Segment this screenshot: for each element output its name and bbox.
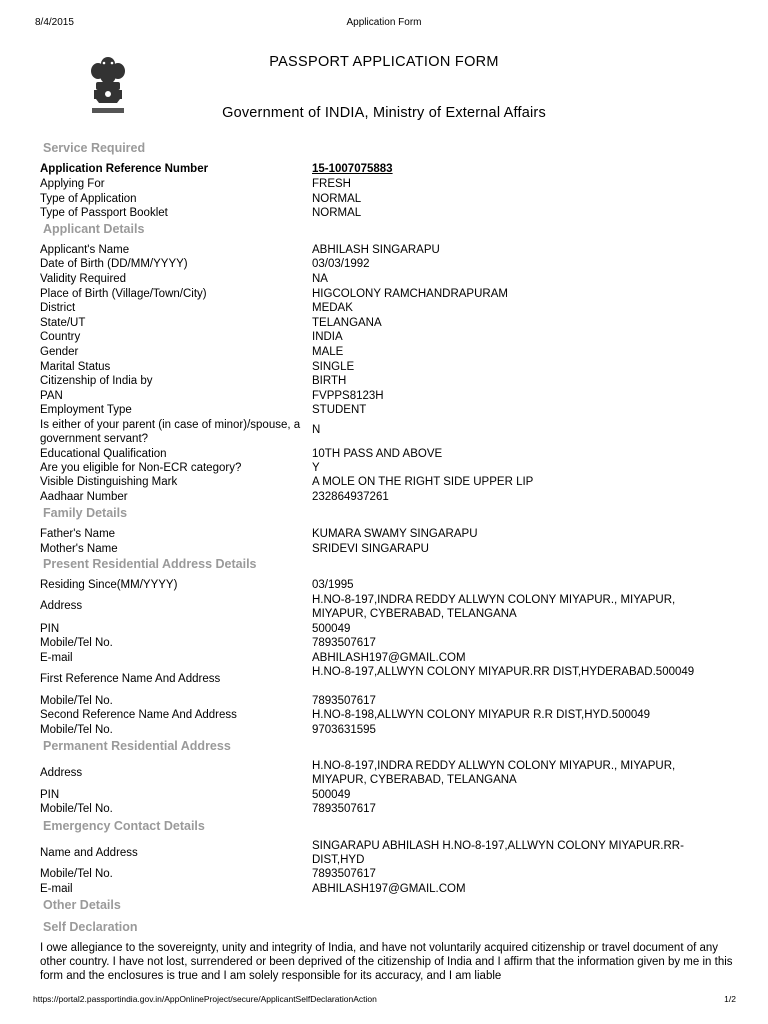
field-label: Place of Birth (Village/Town/City) xyxy=(40,288,207,300)
field-label: Address xyxy=(40,600,83,612)
field-label: Country xyxy=(40,331,81,343)
field-label: Mobile/Tel No. xyxy=(40,724,113,736)
field-label: Gender xyxy=(40,346,79,358)
field-value: FVPPS8123H xyxy=(312,390,384,402)
field-value: TELANGANA xyxy=(312,317,382,329)
field-label: Residing Since(MM/YYYY) xyxy=(40,579,178,591)
section-heading-other: Other Details xyxy=(43,898,121,912)
field-label: Mobile/Tel No. xyxy=(40,803,113,815)
field-label: Is either of your parent (in case of minor)/spouse, a government servant? xyxy=(40,419,301,445)
field-label: Name and Address xyxy=(40,847,138,859)
field-value: ABHILASH197@GMAIL.COM xyxy=(312,883,466,895)
field-value: 7893507617 xyxy=(312,803,376,815)
field-label: Date of Birth (DD/MM/YYYY) xyxy=(40,258,188,270)
field-label: Educational Qualification xyxy=(40,448,167,460)
field-label: Citizenship of India by xyxy=(40,375,153,387)
field-label: Father's Name xyxy=(40,528,116,540)
field-value: Y xyxy=(312,462,320,474)
field-label: Employment Type xyxy=(40,404,132,416)
field-value: 7893507617 xyxy=(312,637,376,649)
field-label: PAN xyxy=(40,390,63,402)
field-label: Validity Required xyxy=(40,273,127,285)
field-value: H.NO-8-197,INDRA REDDY ALLWYN COLONY MIYAPUR., MIYAPUR, MIYAPUR, CYBERABAD, TELANGANA xyxy=(312,594,676,620)
field-value: 9703631595 xyxy=(312,724,376,736)
field-label: Marital Status xyxy=(40,361,111,373)
page-number: 1/2 xyxy=(724,994,736,1004)
field-value: KUMARA SWAMY SINGARAPU xyxy=(312,528,478,540)
field-label: Second Reference Name And Address xyxy=(40,709,237,721)
field-value: BIRTH xyxy=(312,375,347,387)
field-label: Mobile/Tel No. xyxy=(40,695,113,707)
section-heading-permanent: Permanent Residential Address xyxy=(43,739,231,753)
field-value: MEDAK xyxy=(312,302,353,314)
field-value: 10TH PASS AND ABOVE xyxy=(312,448,443,460)
field-value: INDIA xyxy=(312,331,343,343)
field-label: District xyxy=(40,302,76,314)
field-value: HIGCOLONY RAMCHANDRAPURAM xyxy=(312,288,508,300)
field-value: A MOLE ON THE RIGHT SIDE UPPER LIP xyxy=(312,476,534,488)
field-label: Mobile/Tel No. xyxy=(40,637,113,649)
field-value: ABHILASH197@GMAIL.COM xyxy=(312,652,466,664)
field-label: Visible Distinguishing Mark xyxy=(40,476,178,488)
field-label: Aadhaar Number xyxy=(40,491,128,503)
field-value: 03/1995 xyxy=(312,579,354,591)
field-label: E-mail xyxy=(40,883,73,895)
field-label: Type of Passport Booklet xyxy=(40,207,168,219)
section-heading-present: Present Residential Address Details xyxy=(43,557,257,571)
field-label: Application Reference Number xyxy=(40,163,209,175)
field-label: First Reference Name And Address xyxy=(40,673,221,685)
field-label: Address xyxy=(40,767,83,779)
page-url: https://portal2.passportindia.gov.in/AppOnlineProject/secure/ApplicantSelfDeclarationAction xyxy=(33,994,377,1004)
field-value: NA xyxy=(312,273,328,285)
self-declaration-text: I owe allegiance to the sovereignty, unity and integrity of India, and have not voluntarily acquired citizenship or travel document of any other country. I have not lost, surrendered or been deprived of the citizenship of India and I affirm that the information given by me in this form and the enclosures is true and I am solely responsible for its accuracy, and I am liable xyxy=(40,942,733,982)
form-title: PASSPORT APPLICATION FORM xyxy=(269,54,499,70)
field-value: MALE xyxy=(312,346,344,358)
field-value: 500049 xyxy=(312,789,351,801)
field-value: H.NO-8-198,ALLWYN COLONY MIYAPUR R.R DIST,HYD.500049 xyxy=(312,709,651,721)
section-heading-applicant: Applicant Details xyxy=(43,222,145,236)
field-value: FRESH xyxy=(312,178,351,190)
field-value: SRIDEVI SINGARAPU xyxy=(312,543,429,555)
section-heading-service: Service Required xyxy=(43,141,146,155)
field-label: Mobile/Tel No. xyxy=(40,868,113,880)
field-label: Applicant's Name xyxy=(40,244,130,256)
section-heading-self-declaration: Self Declaration xyxy=(43,920,138,934)
field-value: 7893507617 xyxy=(312,695,376,707)
field-value: 03/03/1992 xyxy=(312,258,370,270)
field-value: 7893507617 xyxy=(312,868,376,880)
field-value: STUDENT xyxy=(312,404,367,416)
field-value: N xyxy=(312,424,321,436)
field-label: State/UT xyxy=(40,317,86,329)
application-reference-number: 15-1007075883 xyxy=(312,163,393,175)
government-title: Government of INDIA, Ministry of External Affairs xyxy=(222,105,546,121)
field-value: NORMAL xyxy=(312,207,362,219)
field-value: H.NO-8-197,INDRA REDDY ALLWYN COLONY MIYAPUR., MIYAPUR, MIYAPUR, CYBERABAD, TELANGANA xyxy=(312,760,676,786)
field-label: PIN xyxy=(40,623,60,635)
field-value: SINGLE xyxy=(312,361,355,373)
print-page-title: Application Form xyxy=(346,17,422,28)
field-label: Mother's Name xyxy=(40,543,118,555)
field-label: Applying For xyxy=(40,178,105,190)
field-value: 232864937261 xyxy=(312,491,389,503)
field-label: PIN xyxy=(40,789,60,801)
field-label: Are you eligible for Non-ECR category? xyxy=(40,462,242,474)
section-heading-family: Family Details xyxy=(43,506,128,520)
print-date: 8/4/2015 xyxy=(35,17,74,28)
field-value: SINGARAPU ABHILASH H.NO-8-197,ALLWYN COLONY MIYAPUR.RR-DIST,HYD xyxy=(312,840,684,866)
field-value: NORMAL xyxy=(312,193,362,205)
field-label: E-mail xyxy=(40,652,73,664)
field-value: 500049 xyxy=(312,623,351,635)
field-value: H.NO-8-197,ALLWYN COLONY MIYAPUR.RR DIST,HYDERABAD.500049 xyxy=(312,666,695,678)
field-value: ABHILASH SINGARAPU xyxy=(312,244,440,256)
field-label: Type of Application xyxy=(40,193,137,205)
section-heading-emergency: Emergency Contact Details xyxy=(43,819,205,833)
